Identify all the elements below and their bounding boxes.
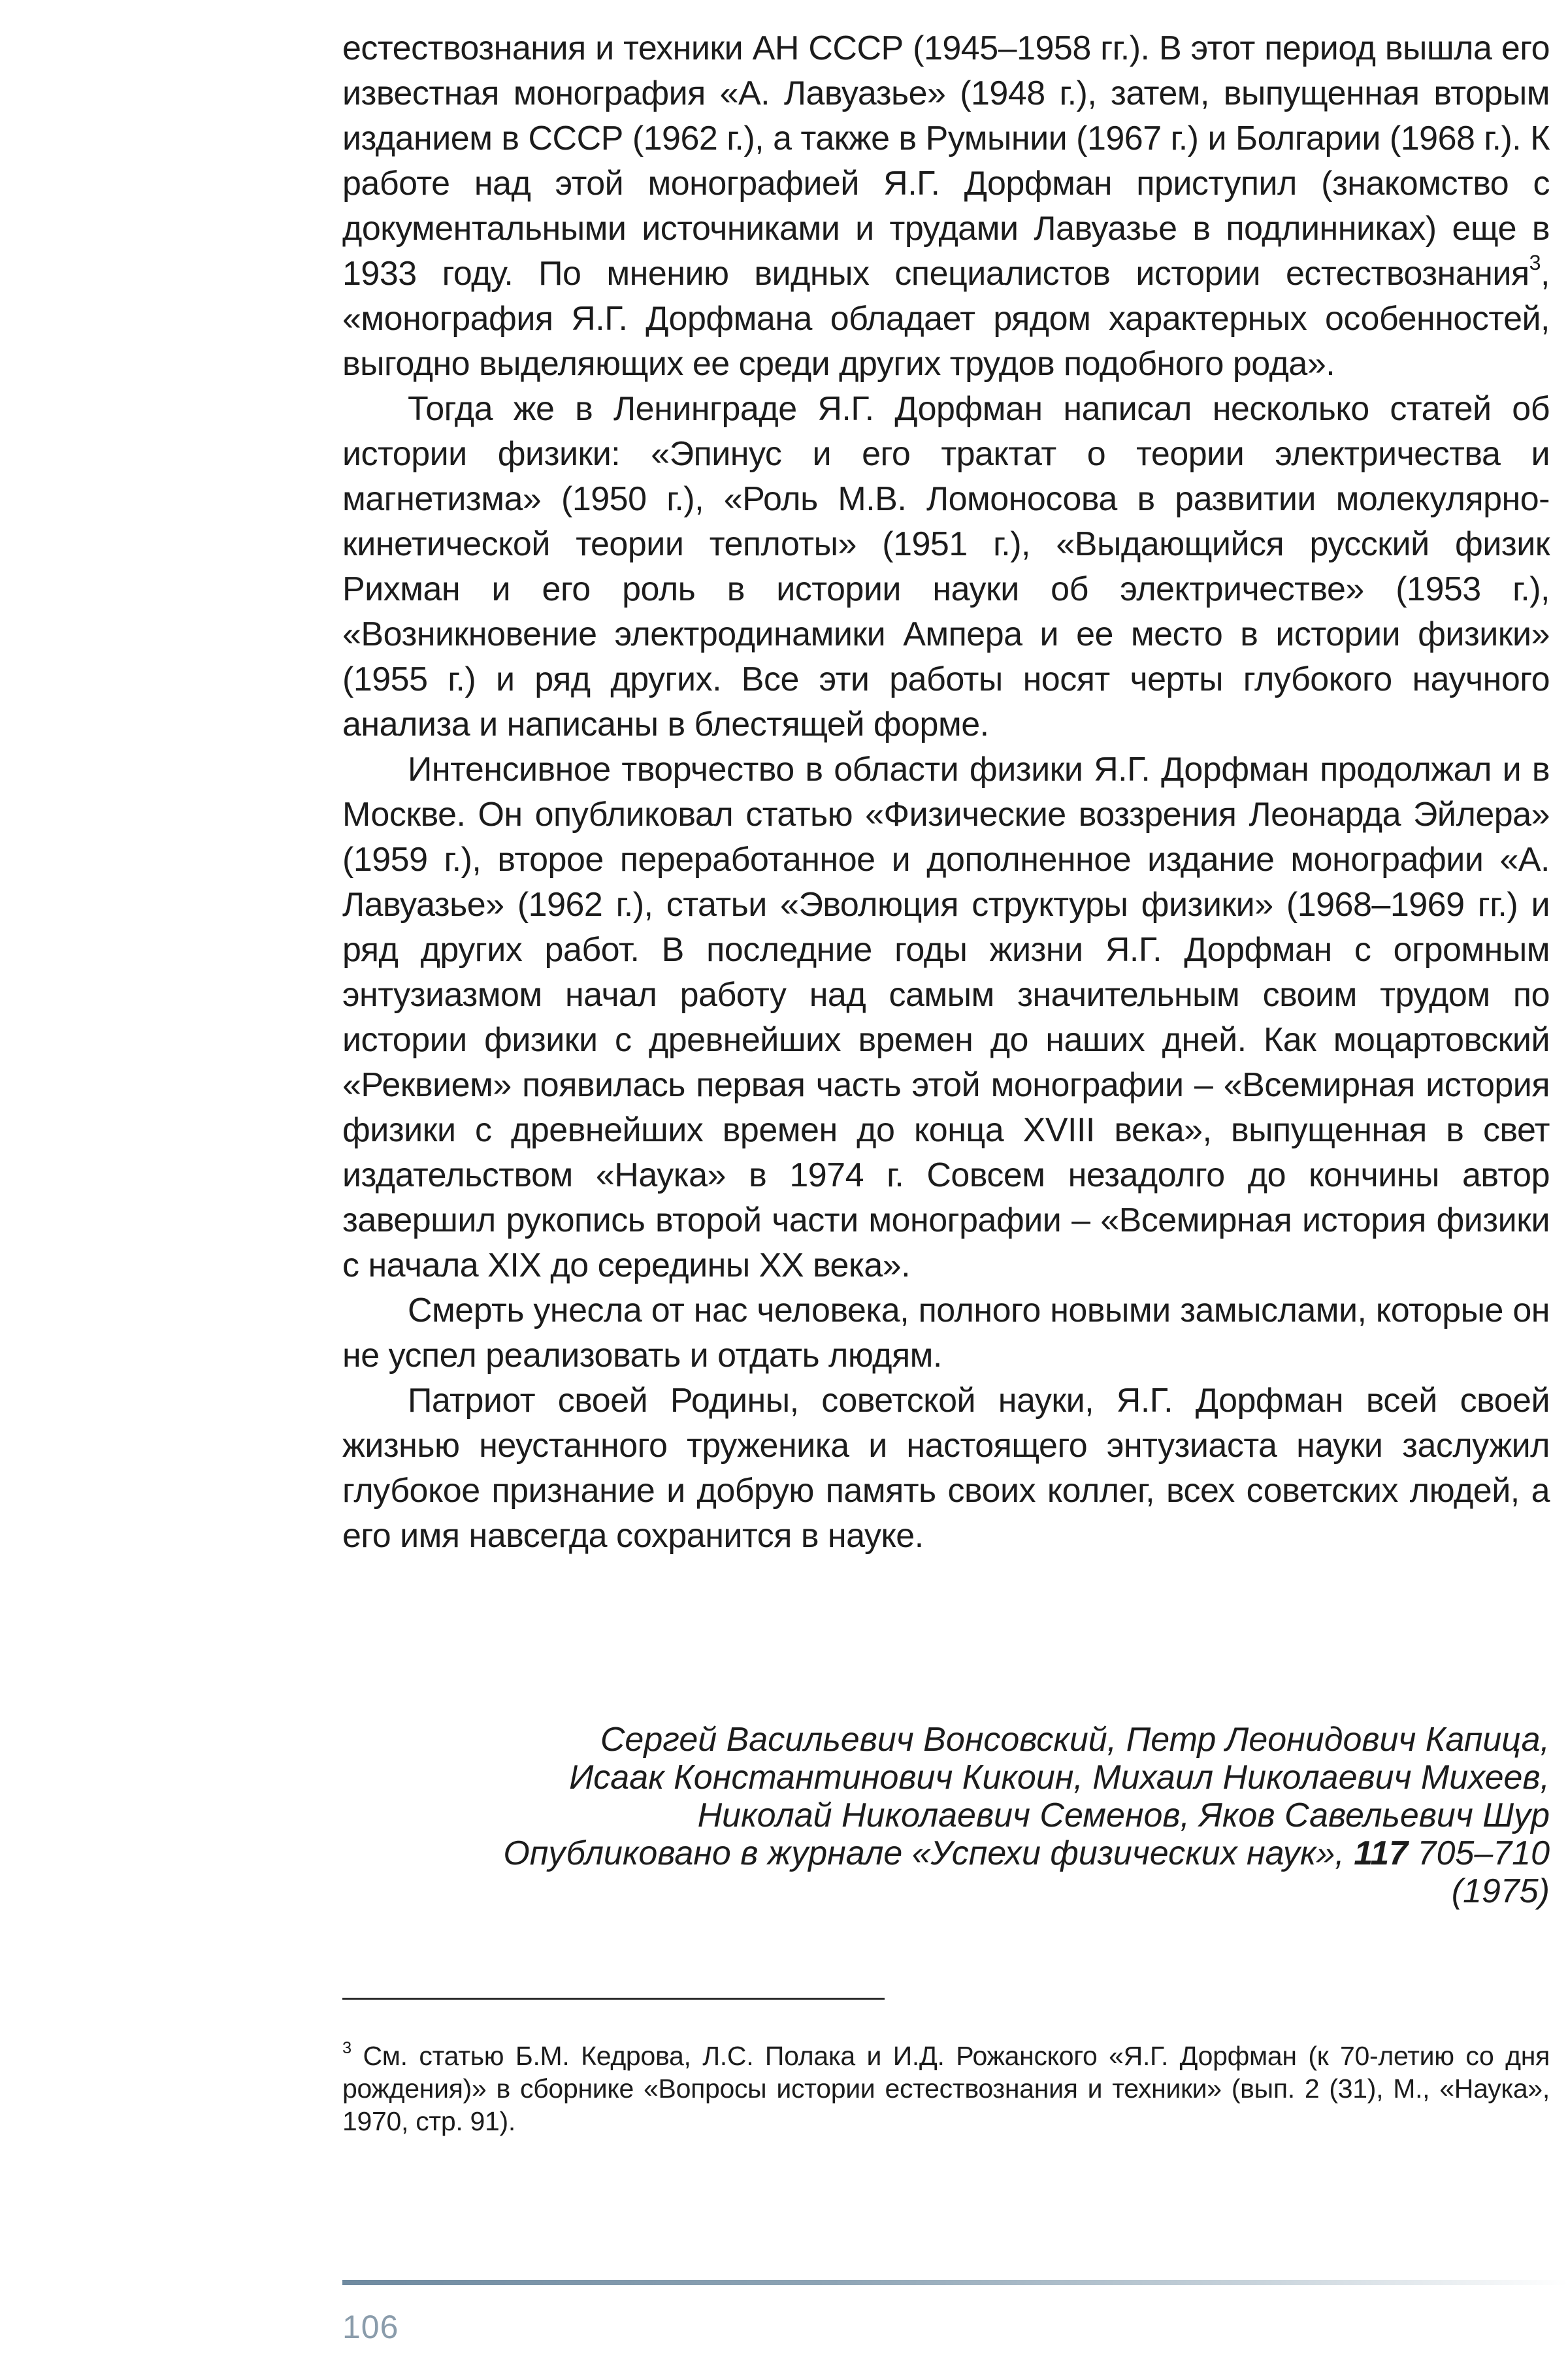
main-text-column	[342, 26, 1550, 1559]
authors-signature	[342, 1721, 1550, 1910]
signature-line-1: Сергей Васильевич Вонсовский, Петр Леонидович Капица,	[600, 1721, 1550, 1759]
footnote-reference-3[interactable]: 3	[1529, 250, 1541, 274]
page-number: 106	[342, 2309, 399, 2345]
signature-line-2: Исаак Константинович Кикоин, Михаил Николаевич Михеев,	[569, 1759, 1550, 1797]
citation-prefix: Опубликовано в журнале «Успехи физических наук»,	[503, 1834, 1354, 1872]
paragraph-1	[342, 26, 1550, 387]
paragraph-1-tail: , «монография Я.Г. Дорфмана обладает рядом характерных особенностей, выгодно выделяющих ее среди других трудов подобного рода».	[342, 255, 1550, 383]
footnote-text: См. статью Б.М. Кедрова, Л.С. Полака и И.Д. Рожанского «Я.Г. Дорфман (к 70-летию со дня рождения)» в сборнике «Вопросы истории естествознания и техники» (вып. 2 (31), М., «Наука», 1970, стр. 91).	[342, 2041, 1550, 2136]
footnote-3	[342, 2040, 1550, 2138]
citation-volume: 117	[1354, 1834, 1409, 1872]
paragraph-3: Интенсивное творчество в области физики Я.Г. Дорфман продолжал и в Москве. Он опубликовал статью «Физические воззрения Леонарда Эйлера» (1959 г.), второе переработанное и дополненное издание монографии «А. Лавуазье» (1962 г.), статьи «Эволюция структуры физики» (1968–1969 гг.) и ряд других работ. В последние годы жизни Я.Г. Дорфман с огромным энтузиазмом начал работу над самым значительным своим трудом по истории физики с древнейших времен до наших дней. Как моцартовский «Реквием» появилась первая часть этой монографии – «Всемирная история физики с древнейших времен до конца XVIII века», выпущенная в свет издательством «Наука» в 1974 г. Совсем незадолго до кончины автор завершил рукопись второй части монографии – «Всемирная история физики с начала XIX до середины XX века».	[342, 751, 1550, 1284]
paragraph-4: Смерть унесла от нас человека, полного новыми замыслами, которые он не успел реализовать и отдать людям.	[342, 1292, 1550, 1375]
citation-pages: 705–710	[1408, 1834, 1550, 1872]
publication-citation	[342, 1834, 1550, 1872]
paragraph-2: Тогда же в Ленинграде Я.Г. Дорфман написал несколько статей об истории физики: «Эпинус и его трактат о теории электричества и магнетизма» (1950 г.), «Роль М.В. Ломоносова в развитии молекулярно-кинетической теории теплоты» (1951 г.), «Выдающийся русский физик Рихман и его роль в истории науки об электричестве» (1953 г.), «Возникновение электродинамики Ампера и ее место в истории физики» (1955 г.) и ряд других. Все эти работы носят черты глубокого научного анализа и написаны в блестящей форме.	[342, 390, 1550, 743]
page-footer-bar	[342, 2280, 1568, 2285]
paragraph-1-text: естествознания и техники АН СССР (1945–1958 гг.). В этот период вышла его известная монография «А. Лавуазье» (1948 г.), затем, выпущенная вторым изданием в СССР (1962 г.), а также в Румынии (1967 г.) и Болгарии (1968 г.). К работе над этой монографией Я.Г. Дорфман приступил (знакомство с документальными источниками и трудами Лавуазье в подлинниках) еще в 1933 году. По мнению видных специалистов истории естествознания	[342, 29, 1550, 293]
signature-line-3: Николай Николаевич Семенов, Яков Савельевич Шур	[697, 1797, 1550, 1834]
paragraph-5: Патриот своей Родины, советской науки, Я.Г. Дорфман всей своей жизнью неустанного труженика и настоящего энтузиаста науки заслужил глубокое признание и добрую память своих коллег, всех советских людей, а его имя навсегда сохранится в науке.	[342, 1382, 1550, 1555]
footnote-marker: 3	[342, 2038, 351, 2057]
footnote-divider	[342, 1998, 885, 2000]
citation-year: (1975)	[1451, 1872, 1550, 1910]
